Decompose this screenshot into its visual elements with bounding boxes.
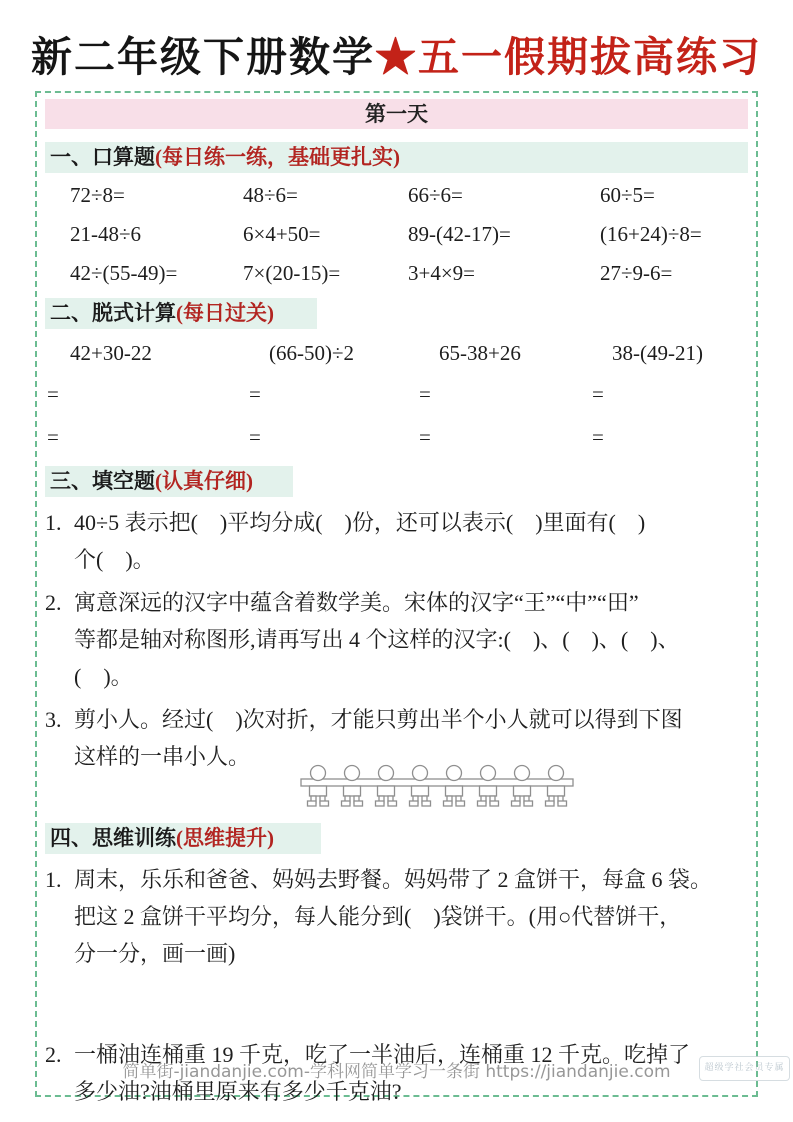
question-number: 2. <box>45 590 62 615</box>
oral-problem: 60÷5= <box>600 183 655 207</box>
fill-blanks-list <box>45 504 748 775</box>
question-line: 多少油?油桶里原来有多少千克油? <box>74 1079 402 1104</box>
calc-problem: 42+30-22 <box>70 341 152 365</box>
section-heading-note: (每日过关) <box>176 301 274 325</box>
calc-problem: 65-38+26 <box>439 341 521 365</box>
section-heading-label: 四、思维训练 <box>50 826 176 850</box>
section-heading-thinking <box>45 823 321 854</box>
watermark-badge: 超级学社会员专属 <box>699 1056 790 1081</box>
paper-dolls-svg <box>300 763 576 815</box>
question-line: 个( )。 <box>74 547 155 572</box>
section-heading-oral-calc <box>45 142 748 173</box>
question-text <box>74 504 748 578</box>
oral-problem: 7×(20-15)= <box>243 261 341 285</box>
written-calc-problems <box>45 340 748 366</box>
section-heading-note: (认真仔细) <box>155 469 253 493</box>
section-heading-label: 三、填空题 <box>50 469 155 493</box>
equals-sign: = <box>592 425 604 449</box>
question-number: 3. <box>45 707 62 732</box>
oral-problem: 3+4×9= <box>408 261 476 285</box>
oral-problem: (16+24)÷8= <box>600 222 702 246</box>
oral-calc-grid <box>45 183 748 285</box>
question-number: 1. <box>45 867 62 892</box>
question-line: 40÷5 表示把( )平均分成( )份，还可以表示( )里面有( ) <box>74 510 646 535</box>
question-number: 1. <box>45 510 62 535</box>
page-title-sub: 五一假期拔高练习 <box>418 34 762 80</box>
question-line: 剪小人。经过( )次对折，才能只剪出半个小人就可以得到下图 <box>74 707 683 732</box>
question-line: 这样的一串小人。 <box>74 744 251 769</box>
equals-sign: = <box>419 382 431 406</box>
question-line: 寓意深远的汉字中蕴含着数学美。宋体的汉字“王”“中”“田” <box>74 590 639 615</box>
oral-problem: 27÷9-6= <box>600 261 673 285</box>
question-text <box>74 584 748 695</box>
section-heading-written-calc <box>45 298 317 329</box>
section-heading-label: 一、口算题 <box>50 145 155 169</box>
footer-credit: 简单街-jiandanjie.com-学科网简单学习一条街 https://jiandanjie.com <box>122 1062 671 1082</box>
question-number: 2. <box>45 1042 62 1067</box>
question-item <box>45 584 748 695</box>
question-text <box>74 861 748 972</box>
question-line: 分一分，画一画) <box>74 941 236 966</box>
oral-problem: 89-(42-17)= <box>408 222 511 246</box>
oral-problem: 6×4+50= <box>243 222 321 246</box>
equals-sign: = <box>592 382 604 406</box>
oral-problem: 21-48÷6 <box>70 222 142 246</box>
question-line: 把这 2 盒饼干平均分，每人能分到( )袋饼干。(用○代替饼干， <box>74 904 682 929</box>
oral-problem: 72÷8= <box>70 183 125 207</box>
calc-problem: 38-(49-21) <box>612 341 703 365</box>
oral-problem: 48÷6= <box>243 183 298 207</box>
question-item <box>45 861 748 972</box>
equals-sign: = <box>47 382 59 406</box>
oral-problem: 42÷(55-49)= <box>70 261 178 285</box>
question-line: 等都是轴对称图形,请再写出 4 个这样的汉字:( )、( )、( )、 <box>74 627 680 652</box>
equals-row <box>45 424 748 450</box>
equals-sign: = <box>249 382 261 406</box>
page-title-main: 新二年级下册数学 <box>31 34 375 80</box>
equals-sign: = <box>47 425 59 449</box>
section-heading-label: 二、脱式计算 <box>50 301 176 325</box>
page-title <box>0 0 793 83</box>
worksheet-panel <box>35 91 758 1104</box>
oral-problem: 66÷6= <box>408 183 463 207</box>
calc-problem: (66-50)÷2 <box>269 341 355 365</box>
section-heading-note: (思维提升) <box>176 826 274 850</box>
equals-row <box>45 381 748 407</box>
day-header: 第一天 <box>45 99 748 129</box>
section-heading-note: (每日练一练，基础更扎实) <box>155 145 400 169</box>
equals-sign: = <box>249 425 261 449</box>
question-line: 周末，乐乐和爸爸、妈妈去野餐。妈妈带了 2 盒饼干，每盒 6 袋。 <box>74 867 713 892</box>
equals-sign: = <box>419 425 431 449</box>
question-item <box>45 504 748 578</box>
question-line: ( )。 <box>74 664 133 689</box>
question-line: 一桶油连桶重 19 千克，吃了一半油后，连桶重 12 千克。吃掉了 <box>74 1042 691 1067</box>
star-icon: ★ <box>375 34 418 80</box>
section-heading-fill-blanks <box>45 466 293 497</box>
